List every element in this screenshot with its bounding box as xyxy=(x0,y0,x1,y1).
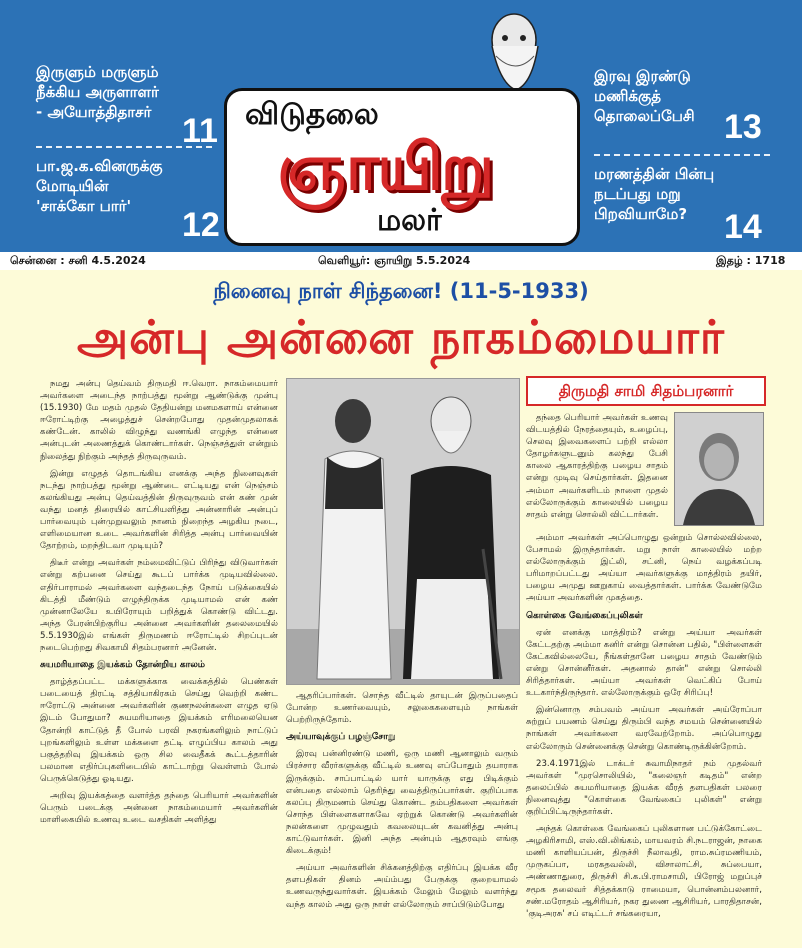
paragraph: அய்யா அவர்களின் சிக்கனத்திற்கு எதிர்ப்பு இயக்க வீர தளபதிகள் தினம் அய்ம்பது பேருக்கு குறையாமல் உணவருந்துவார்கள். இயக்கம் மேலும் மேலும் வளர்ந்து வந்த காலம் அது ஒரு நாள் எல்லோரும் சாப்பிடும்போது xyxy=(286,863,518,910)
article-column-2 xyxy=(286,690,518,940)
article-column-1 xyxy=(40,378,278,938)
divider xyxy=(594,154,770,156)
divider xyxy=(36,146,212,148)
author-byline: திருமதி சாமி சிதம்பரனார் xyxy=(526,376,766,406)
dateline-chennai: சென்னை : சனி 4.5.2024 xyxy=(10,254,146,267)
couple-photograph xyxy=(286,378,520,685)
paragraph: அறிவு இயக்கத்தை வளர்த்த தந்தை பெரியார் அவர்களின் பெரும் படைக்கு அன்னை நாகம்மையார் அவர்களின் மாளிகையில் உணவு உடை வசதிகள் அளித்து xyxy=(40,791,278,826)
logo-sub-text: மலர் xyxy=(377,203,442,238)
teaser-page-number: 13 xyxy=(724,108,762,146)
subheading: அய்யாவுக்குப் பழஞ்சோறு xyxy=(286,732,396,743)
paragraph: இன்னொரு சம்பவம் அய்யா அவர்கள் அய்ரோப்பா சுற்றுப் பயணம் செய்து திரும்பி வந்த சமயம் சென்னையில் நாங்கள் அவர்களை வரவேற்றோம். அப்பொழுது எல்லோரும் சென்னைக்கு சென்று கொண்டிருக்கின்றோம். xyxy=(526,705,762,752)
paragraph: இன்று எழுதத் தொடங்கிய எனக்கு அந்த நினைவுகள் நடந்து நாற்பத்து மூன்று ஆண்டை எட்டியது என் நெஞ்சம் கலங்கியது அன்பு தெய்வத்தின் திருவுருவம் என் கண் முன் வந்து மனத் திரையில் காட்சியளித்து அன்னாரின் அன்புப் பார்வையும் புன்முறுவலும் நானம் நிறைந்த அழகிய நடை, எளிமையான உடை அவர்களின் சிரித்த அன்பு பார்வையின் தோற்றம், மறந்திடவா முடியும்? xyxy=(40,468,278,552)
teaser-text: இரவு இரண்டு மணிக்குத் தொலைப்பேசி xyxy=(594,67,695,125)
dateline-outstation: வெளியூர்: ஞாயிறு 5.5.2024 xyxy=(318,254,471,267)
article-kicker: நினைவு நாள் சிந்தனை! (11-5-1933) xyxy=(213,279,589,303)
subheading: கொள்கை வேங்கைப்புலிகள் xyxy=(526,610,643,621)
teaser-text: மரணத்தின் பின்பு நடப்பது மறு பிறவியாமே? xyxy=(594,165,715,223)
teaser-modi[interactable] xyxy=(36,156,226,242)
paragraph: நமது அன்பு தெய்வம் திருமதி ஈ.வெரா. நாகம்மையார் அவர்களை அடைந்த நாற்பத்து மூன்று ஆண்டுக்கு முன்பு (15.1930) மே மதம் முதல் தேதியன்று மனமகளாய் என்னை ஈரோட்டிற்கு அழைத்துச் சென்றபோது முதன்முதலாகக் கண்டேன். காலில் விழுந்து வணங்கி எழுந்த என்னை அன்புடன் அணைத்துக் கொண்டார்கள். நெஞ்சத்துள் என்றும் நிலைத்து நிற்கும் அந்தத் திருவுருவம். xyxy=(40,379,278,462)
subheading: சுயமரியாதை இயக்கம் தோன்றிய காலம் xyxy=(40,660,206,671)
logo xyxy=(224,88,580,246)
paragraph: அந்தக் கொள்கை வேங்கைப் புலிகளான பட்டுக்கோட்டை அழகிரிசாமி, எஸ்.வி.லிங்கம், மாயவரம் சி.நடராஜன், நாகை மணி காளியப்பன், திருச்சி நீலாவதி, ராம.சுப்ரமணியம், முருகப்பா, மரகதவல்லி, விசாலாட்சி, சுப்பையா, அண்ணாதுரை, திருச்சி சி.க.பி.ராமசாமி, பிரோஜ் மறுப்புச் சமூக தலைவர் சித்தக்காடு ராமையா, பொன்னம்பலனார், சண்.மரோதம் ஆசிரியர், நகர துணை ஆசிரியர், பாரதிதாசன், 'குடிஅரசு' சப் எடிட்டர் சங்கரையா, xyxy=(526,824,762,919)
article-column-3 xyxy=(526,532,762,940)
paragraph: தாழ்த்தப்பட்ட மக்களுக்காக வைக்கத்தில் பெண்கள் படையைத் திரட்டி சத்தியாகிரகம் செய்து வெற்றி கண்ட ஈரோட்டு அன்னை அவர்களின் குணநலன்களை எழுத ஏடு இடம் போதுமா? சுயமரியாதை இயக்கம் எரிமலையென தோன்றி காட்டுத் தீ போல் பரவி நகரங்களிலும் நாட்டுப் புறங்களிலும் உள்ள மக்களை தட்டி எழுப்பிய காலம் அது பகுத்தறிவு இயக்கம் ஒரு சில வைதீகக் கூட்டத்தாரின் பலமான எதிர்ப்புகளிடையில் காட்டாற்று வெள்ளம் போல் பெருக்கெடுத்து ஓடியது. xyxy=(40,677,278,784)
article-column-3-top xyxy=(526,412,668,530)
teaser-text: பா.ஜ.க.வினருக்கு மோடியின் 'சாக்கோ பார்' xyxy=(36,157,163,215)
paragraph: 23.4.1971இல் டாக்டர் சுவாமிநாதர் நம் முதல்வர் அவர்கள் "முரசொலியில், "கலைஞர் கடிதம்" என்ற தலைப்பில் சுயமரியாதை இயக்க வீரத் தளபதிகள் பலரை நினைவுத்து "கொள்கை வேங்கைப் புலிகள்" என்று குறிப்பிட்டிருந்தார்கள். xyxy=(526,758,762,817)
masthead xyxy=(0,0,802,252)
dateline-issue: இதழ் : 1718 xyxy=(716,254,786,267)
teaser-telephone[interactable] xyxy=(594,66,784,150)
teaser-page-number: 12 xyxy=(182,206,220,244)
teaser-page-number: 14 xyxy=(724,208,762,246)
paragraph: ஏன் எனக்கு மாத்திரம்? என்று அய்யா அவர்கள் கேட்டதற்கு அம்மா கனிர் என்று சொன்ன பதில், "பிள்ளைகள் கேட்கவில்லையே, நீங்கள்தானே பழைய சாதம் வேண்டும் என்று சொன்னீர்கள். அதனால் தான்" என்று சொல்லி சிரித்தார்கள். அய்யா அவர்கள் வெட்கிப் போய் உடகார்ந்திருந்தார். எல்லோருக்கும் ஒரே சிரிப்பு! xyxy=(526,627,762,699)
article-title: அன்பு அன்னை நாகம்மையார் xyxy=(77,310,725,364)
teaser-ayothidasar[interactable] xyxy=(36,62,226,150)
author-photograph xyxy=(674,412,764,526)
teaser-text: இருளும் மருளும் நீக்கிய அருளாளர் - அயோத்திதாசர் xyxy=(36,63,159,121)
logo-main-text: ஞாயிறு xyxy=(277,131,493,205)
paragraph: திடீர் என்று அவர்கள் நம்மைவிட்டுப் பிரிந்து விடுவார்கள் என்று கற்பனை செய்து கூடப் பார்க்க முடியவில்லை. எதிர்பாராமல் அவர்களை வந்தடைந்த நோய் படுக்கையில் கிடத்தி மீண்டும் எழுந்திருக்க முடியாமல் என் கண் முன்னாலேயே உயிரோயும் பறித்துக் கொண்டு விட்டது. அந்த பேரன்பிற்குரிய அன்னை அவர்களின் தலைமையில் 5.5.1930இல் எங்கள் திருமணம் ஈரோட்டில் சிறப்புடன் நடைபெற்றது சிவகாமி சிதம்பரனார் அனேன். xyxy=(40,558,278,653)
paragraph: இரவு பன்னிரண்டு மணி, ஒரு மணி ஆனாலும் வரும் பிரச்சார வீரர்களுக்கு வீட்டில் உணவு எப்போதும் தயாராக இருக்கும். சாப்பாட்டில் யார் யாருக்கு எது பிடிக்கும் என்பதை எல்லாம் தெரிந்து வைத்திருப்பார்கள். குறிப்பாக கலப்பு திருமணம் செய்து கொண்ட தம்பதிகளை அவர்கள் சொந்த பிள்ளைகளாகவே ஏற்றுக் கொண்டு அவர்களின் நலன்களை முழுவதும் கவலையுடன் கவனித்து அன்பு காட்டுவார்கள். இனி அந்த அன்பும் ஆதரவும் எங்கு கிடைக்கும்! xyxy=(286,749,518,857)
teaser-rebirth[interactable] xyxy=(594,164,794,248)
paragraph: ஆதரிப்பார்கள். சொந்த வீட்டில் தாயுடன் இருப்பதைப் போன்ற உணர்வையும், சலுகைகளையும் நாங்கள் பெற்றிருந்தோம். xyxy=(286,691,518,726)
logo-top-text: விடுதலை xyxy=(245,97,379,132)
paragraph: தந்தை பெரியார் அவர்கள் உணவு விடயத்தில் நேரத்தையும், உழைப்பு, செலவு இவைகளைப் பற்றி எல்லா தோழர்களுடனும் கலந்து பேசி காலை ஆகாரத்திற்கு பழைய சாதம் என்று முடிவு செய்தார்கள். இதனை அம்மா அவர்களிடம் நாளை முதல் எல்லோருக்கும் காலையில் பழைய சாதம் என்று சொல்லி விட்டார்கள். xyxy=(526,413,668,520)
paragraph: அம்மா அவர்கள் அப்பொழுது ஒன்றும் சொல்லவில்லை, பேசாமல் இருந்தார்கள். மறு நாள் காலையில் மற்ற எல்லோருக்கும் இட்லி, சட்னி, நெய் வழக்கப்படி பரிமாறப்பட்டது அய்யா அவர்களுக்கு மாத்திரம் தயிர், பழைய அமுது ஊறுகாய் வைத்தார்கள். பார்க்க வேண்டுமே அய்யா அவர்களின் முகத்தை. xyxy=(526,533,762,604)
dateline xyxy=(0,252,802,270)
teaser-page-number: 11 xyxy=(182,112,218,150)
